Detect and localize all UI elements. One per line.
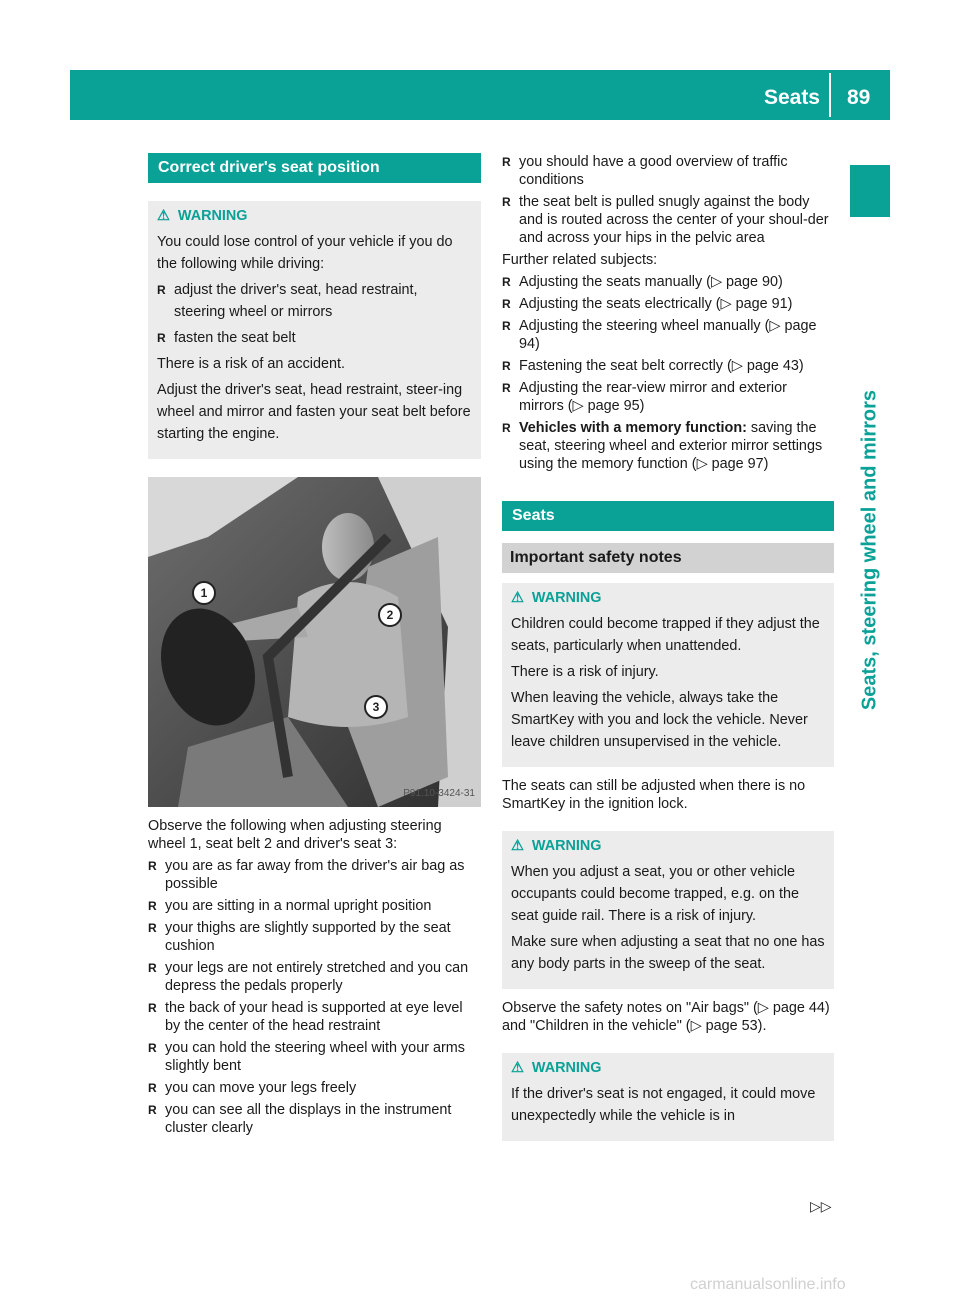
warning-box — [148, 201, 481, 459]
list-item: R the back of your head is supported at eye level by the center of the head restraint — [148, 999, 481, 1035]
header-title: Seats — [763, 86, 820, 109]
driver-seat-illustration — [148, 477, 481, 807]
side-tab-marker — [850, 165, 890, 217]
memory-bold: Vehicles with a memory function: — [519, 420, 747, 436]
observe-text: Observe the following when adjusting steering wheel 1, seat belt 2 and driver's seat 3: — [148, 818, 442, 852]
memory-rest: saving the seat, steering wheel and exterior mirror settings using the memory function (▷ page 97) — [519, 420, 823, 472]
list-item: R fasten the seat belt — [157, 327, 472, 349]
section-title-seats: Seats — [502, 501, 834, 531]
section-title: Correct driver's seat position — [148, 153, 481, 183]
further-label: Further related subjects: — [502, 252, 658, 268]
callout-3: 3 — [364, 695, 388, 719]
subsection-title: Important safety notes — [502, 543, 834, 573]
right-column — [502, 153, 834, 1141]
warning-label: WARNING — [531, 1060, 602, 1076]
warning-icon: ⚠ — [157, 208, 170, 224]
warning-text: Children could become trapped if they adjust the seats, particularly when unattended. — [511, 616, 820, 654]
warning-label: WARNING — [531, 838, 602, 854]
figure-code: P91.10-3424-31 — [403, 788, 475, 799]
continued-arrow-icon: ▷▷ — [810, 1198, 832, 1214]
cross-reference-link[interactable]: R Adjusting the seats electrically (▷ page 91) — [502, 295, 834, 313]
list-item: R you can hold the steering wheel with your arms slightly bent — [148, 1039, 481, 1075]
warning-label: WARNING — [177, 208, 248, 224]
left-column — [148, 153, 481, 1137]
warning-icon: ⚠ — [511, 590, 524, 606]
warning-icon: ⚠ — [511, 1060, 524, 1076]
warning-label: WARNING — [531, 590, 602, 606]
cross-reference-link[interactable]: R Adjusting the rear-view mirror and exterior mirrors (▷ page 95) — [502, 379, 834, 415]
warning-box — [502, 831, 834, 989]
warning-text: There is a risk of an accident. — [157, 356, 345, 372]
cross-reference-link[interactable]: R Fastening the seat belt correctly (▷ page 43) — [502, 357, 834, 375]
header-divider — [829, 73, 831, 117]
body-text: Observe the safety notes on "Air bags" (▷ page 44) and "Children in the vehicle" (▷ page 53). — [502, 1000, 830, 1034]
cross-reference-link[interactable]: R Adjusting the steering wheel manually (▷ page 94) — [502, 317, 834, 353]
warning-text: You could lose control of your vehicle if you do the following while driving: — [157, 234, 453, 272]
list-item: R you can see all the displays in the instrument cluster clearly — [148, 1101, 481, 1137]
warning-text: If the driver's seat is not engaged, it could move unexpectedly while the vehicle is in — [511, 1086, 816, 1124]
callout-2: 2 — [378, 603, 402, 627]
callout-1: 1 — [192, 581, 216, 605]
list-item: R adjust the driver's seat, head restraint, steering wheel or mirrors — [157, 279, 472, 323]
side-chapter-title: Seats, steering wheel and mirrors — [858, 389, 881, 711]
warning-text: Make sure when adjusting a seat that no one has any body parts in the sweep of the seat. — [511, 934, 825, 972]
driver-illustration-svg — [148, 477, 481, 807]
warning-box — [502, 1053, 834, 1141]
list-item: R you are as far away from the driver's air bag as possible — [148, 857, 481, 893]
warning-box — [502, 583, 834, 767]
list-item: R the seat belt is pulled snugly against the body and is routed across the center of your shoul-der and across your hips in the pelvic area — [502, 193, 834, 247]
page-number: 89 — [847, 86, 871, 109]
list-item: R you can move your legs freely — [148, 1079, 481, 1097]
warning-text: When you adjust a seat, you or other vehicle occupants could become trapped, e.g. on the seat guide rail. There is a risk of injury. — [511, 864, 800, 924]
body-text: The seats can still be adjusted when there is no SmartKey in the ignition lock. — [502, 778, 806, 812]
footer-watermark: carmanualsonline.info — [690, 1276, 846, 1293]
warning-text: When leaving the vehicle, always take the SmartKey with you and lock the vehicle. Never leave children unsupervised in the vehicle. — [511, 690, 808, 750]
list-item: R you should have a good overview of traffic conditions — [502, 153, 834, 189]
list-item: R your legs are not entirely stretched and you can depress the pedals properly — [148, 959, 481, 995]
list-item: R you are sitting in a normal upright position — [148, 897, 481, 915]
cross-reference-link[interactable] — [502, 419, 834, 473]
warning-text: Adjust the driver's seat, head restraint, steer-ing wheel and mirror and fasten your seat belt before starting the engine. — [157, 382, 471, 442]
list-item: R your thighs are slightly supported by the seat cushion — [148, 919, 481, 955]
warning-text: There is a risk of injury. — [511, 664, 659, 680]
warning-icon: ⚠ — [511, 838, 524, 854]
cross-reference-link[interactable]: R Adjusting the seats manually (▷ page 90) — [502, 273, 834, 291]
